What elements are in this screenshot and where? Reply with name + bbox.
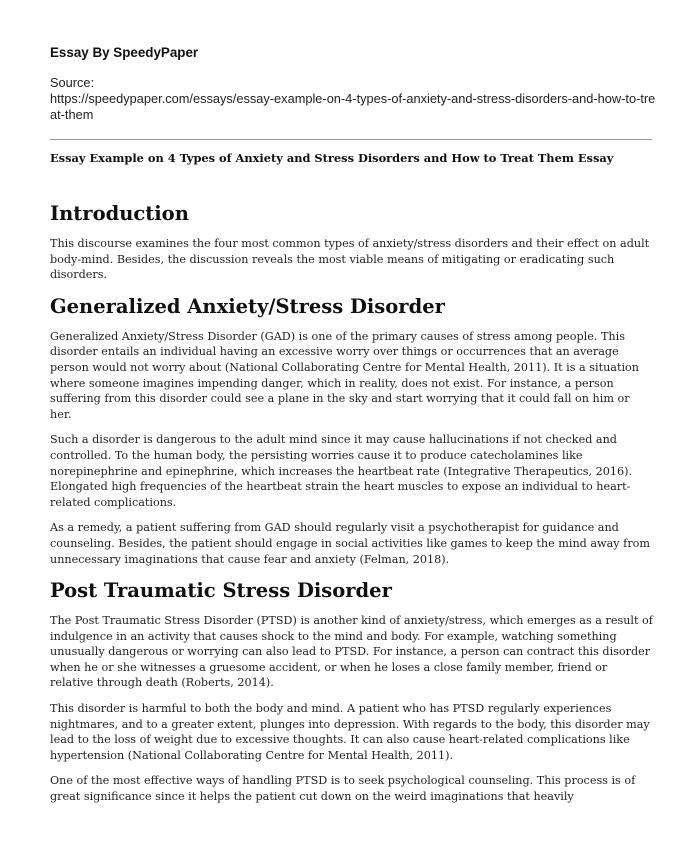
section-ptsd xyxy=(50,579,654,805)
source-label: Source: xyxy=(50,75,95,90)
section-introduction xyxy=(50,202,654,283)
source-block xyxy=(50,75,660,123)
header-divider xyxy=(50,139,652,140)
essay-byline: Essay By SpeedyPaper xyxy=(50,45,199,60)
section-heading: Introduction xyxy=(50,202,189,225)
paragraph: As a remedy, a patient suffering from GAD should regularly visit a psychotherapist for guidance and counseling. Besides, the patient should engage in social activities like games to keep the mind away from unnecessary imaginations that cause fear and anxiety (Felman, 2018). xyxy=(50,521,651,566)
paragraph: Such a disorder is dangerous to the adult mind since it may cause hallucinations if not checked and controlled. To the human body, the persisting worries cause it to produce catecholamines like norepinephrine and epinephrine, which increases the heartbeat rate (Integrative Therapeutics, 2016). Elongated high frequencies of the heartbeat strain the heart muscles to expose an individual to heart-related complications. xyxy=(50,433,633,509)
section-heading: Post Traumatic Stress Disorder xyxy=(50,579,392,603)
paragraph: The Post Traumatic Stress Disorder (PTSD) is another kind of anxiety/stress, which emerges as a result of indulgence in an activity that causes shock to the mind and body. For example, watching something unusually dangerous or worrying can also lead to PTSD. For instance, a person can contract this disorder when he or she witnesses a gruesome accident, or when he loses a close family member, friend or relative through death (Roberts, 2014). xyxy=(50,614,653,690)
section-heading: Generalized Anxiety/Stress Disorder xyxy=(50,294,445,318)
paragraph: One of the most effective ways of handling PTSD is to seek psychological counseling. This process is of great significance since it helps the patient cut down on the weird imaginations that heavily xyxy=(50,774,636,804)
essay-body xyxy=(50,202,654,817)
section-generalized-anxiety xyxy=(50,295,654,567)
source-url-link[interactable]: https://speedypaper.com/essays/essay-example-on-4-types-of-anxiety-and-stress-disorders-and-how-to-treat-them xyxy=(50,91,656,122)
paragraph: This disorder is harmful to both the body and mind. A patient who has PTSD regularly experiences nightmares, and to a greater extent, plunges into depression. With regards to the body, this disorder may lead to the loss of weight due to excessive thoughts. It can also cause heart-related complications like hypertension (National Collaborating Centre for Mental Health, 2011). xyxy=(50,702,650,762)
paragraph: This discourse examines the four most common types of anxiety/stress disorders and their effect on adult body-mind. Besides, the discussion reveals the most viable means of mitigating or eradicating such disorders. xyxy=(50,237,650,282)
paragraph: Generalized Anxiety/Stress Disorder (GAD) is one of the primary causes of stress among people. This disorder entails an individual having an excessive worry over things or occurrences that an average person would not worry about (National Collaborating Centre for Mental Health, 2011). It is a situation where someone imagines impending danger, which in reality, does not exist. For instance, a person suffering from this disorder could see a plane in the sky and start worrying that it could fall on him or her. xyxy=(50,329,639,421)
document-title: Essay Example on 4 Types of Anxiety and Stress Disorders and How to Treat Them Essay xyxy=(50,151,614,165)
